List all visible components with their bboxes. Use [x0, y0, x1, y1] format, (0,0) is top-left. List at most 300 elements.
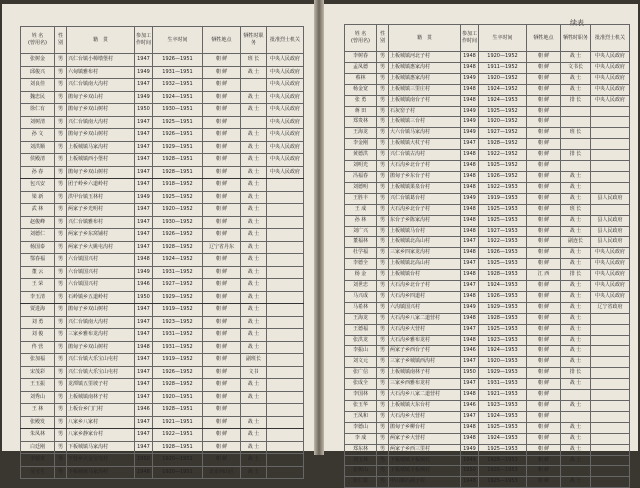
cell-approving-authority: [267, 241, 304, 254]
cell-gender: 男: [377, 95, 389, 106]
cell-gender: 男: [377, 357, 389, 368]
cell-position: 战 士: [241, 379, 267, 392]
cell-name: 张广信: [345, 368, 377, 379]
right-page: [324, 4, 638, 485]
table-row: [21, 254, 304, 267]
cell-hometown: 上板城镇三里庄村: [389, 84, 461, 95]
cell-position: [241, 79, 267, 92]
cell-position: 战 士: [561, 193, 591, 204]
cell-hometown: 甲山镇石洞子村: [389, 477, 461, 488]
cell-lifespan: 1922—1952: [479, 150, 527, 161]
cell-gender: 男: [55, 379, 67, 392]
cell-name: 刘良佳: [21, 79, 55, 92]
cell-join-year: 1948: [461, 226, 479, 237]
cell-gender: 男: [377, 324, 389, 335]
cell-death-place: 朝 鲜: [203, 216, 241, 229]
cell-hometown: 上板城镇马台村: [389, 226, 461, 237]
header-name: 姓 名 (曾用名): [345, 25, 377, 52]
cell-lifespan: 1920—1951: [153, 466, 203, 479]
cell-hometown: 鹃甸子乡双山树村: [67, 166, 135, 179]
cell-name: 蔡林: [345, 73, 377, 84]
cell-gender: 男: [55, 204, 67, 217]
table-row: [21, 229, 304, 242]
cell-approving-authority: 中央人民政府: [591, 52, 630, 63]
cell-name: 杨国泰: [21, 241, 55, 254]
cell-hometown: 上板城镇马家沟村: [67, 141, 135, 154]
cell-join-year: 1947: [135, 354, 153, 367]
cell-approving-authority: [267, 454, 304, 467]
table-row: [345, 477, 630, 488]
cell-name: 张 勇: [345, 95, 377, 106]
cell-position: 战 士: [241, 441, 267, 454]
cell-position: 战 士: [561, 182, 591, 193]
table-row: [345, 455, 630, 466]
cell-approving-authority: [267, 329, 304, 342]
cell-join-year: 1949: [461, 193, 479, 204]
table-row: [21, 191, 304, 204]
cell-death-place: 朝 鲜: [203, 179, 241, 192]
cell-death-place: 朝 鲜: [527, 401, 561, 412]
cell-approving-authority: [591, 150, 630, 161]
cell-position: 排 长: [561, 270, 591, 281]
table-row: [21, 429, 304, 442]
cell-position: 战 士: [241, 104, 267, 117]
cell-lifespan: 1924—1953: [479, 95, 527, 106]
table-row: [21, 116, 304, 129]
cell-death-place: 朝 鲜: [527, 182, 561, 193]
table-row: [21, 316, 304, 329]
cell-hometown: 上板台乡门门村: [67, 404, 135, 417]
cell-lifespan: 1919—1952: [153, 304, 203, 317]
cell-lifespan: 1924—1952: [479, 84, 527, 95]
header-position: 牺牲时职务: [241, 27, 267, 54]
cell-position: 战 士: [561, 73, 591, 84]
cell-lifespan: 1922—1951: [153, 429, 203, 442]
cell-name: 包兴安: [21, 179, 55, 192]
cell-position: 战 士: [241, 279, 267, 292]
cell-hometown: 上板城镇西小堡村: [67, 154, 135, 167]
cell-lifespan: 1920—1952: [479, 117, 527, 128]
cell-join-year: 1948: [461, 477, 479, 488]
table-row: [345, 401, 630, 412]
cell-name: 朱凤林: [21, 429, 55, 442]
cell-approving-authority: 中央人民政府: [591, 95, 630, 106]
cell-approving-authority: [591, 422, 630, 433]
cell-hometown: 两家子乡西台子村: [389, 346, 461, 357]
cell-join-year: 1947: [135, 141, 153, 154]
cell-hometown: 两家子乡光明村: [67, 204, 135, 217]
cell-hometown: 石岭镇乡五道岭村: [67, 291, 135, 304]
cell-lifespan: 1923—1953: [479, 335, 527, 346]
cell-death-place: 朝 鲜: [527, 150, 561, 161]
cell-gender: 男: [55, 129, 67, 142]
cell-death-place: 朝 鲜: [203, 366, 241, 379]
cell-name: 佟 营: [21, 341, 55, 354]
table-row: [21, 416, 304, 429]
cell-hometown: 兴仁台镇古沟村: [389, 150, 461, 161]
table-row: [345, 335, 630, 346]
cell-death-place: 江 西: [527, 270, 561, 281]
cell-lifespan: 1926—1951: [153, 129, 203, 142]
cell-name: 王凤和: [345, 411, 377, 422]
cell-approving-authority: [267, 229, 304, 242]
cell-hometown: 两家子乡东窝铺村: [67, 229, 135, 242]
cell-death-place: 朝 鲜: [203, 79, 241, 92]
header-gender: 性别: [55, 27, 67, 54]
cell-hometown: 上板城镇惠家沟村: [389, 73, 461, 84]
cell-gender: 男: [55, 429, 67, 442]
cell-position: 班 长: [561, 128, 591, 139]
cell-name: 王海龙: [345, 128, 377, 139]
cell-death-place: 朝 鲜: [527, 248, 561, 259]
cell-gender: 男: [377, 302, 389, 313]
cell-hometown: 石灰窑子村: [389, 106, 461, 117]
cell-gender: 男: [55, 441, 67, 454]
cell-approving-authority: 中央人民政府: [591, 259, 630, 270]
cell-join-year: 1949: [461, 106, 479, 117]
cell-gender: 男: [377, 84, 389, 95]
cell-join-year: 1947: [135, 154, 153, 167]
cell-name: 刘树清: [21, 116, 55, 129]
cell-gender: 男: [377, 237, 389, 248]
cell-name: 孟凤德: [345, 62, 377, 73]
table-row: [21, 466, 304, 479]
cell-join-year: 1948: [461, 62, 479, 73]
header-approving-authority: 批准烈士机关: [591, 25, 630, 52]
cell-gender: 男: [377, 390, 389, 401]
table-row: [21, 241, 304, 254]
cell-death-place: 朝 鲜: [203, 191, 241, 204]
table-row: [345, 204, 630, 215]
cell-name: 孙 林: [345, 215, 377, 226]
cell-death-place: 朝 鲜: [527, 302, 561, 313]
table-header-row: [21, 27, 304, 54]
cell-join-year: 1946: [135, 404, 153, 417]
table-row: [21, 391, 304, 404]
martyrs-table: [344, 24, 630, 488]
table-row: [21, 179, 304, 192]
cell-hometown: 下营乡大金宝屯村: [67, 454, 135, 467]
cell-name: 李树春: [345, 52, 377, 63]
cell-position: 排 长: [561, 150, 591, 161]
cell-gender: 男: [55, 79, 67, 92]
cell-gender: 男: [377, 204, 389, 215]
cell-hometown: 上板城镇河北子村: [389, 52, 461, 63]
cell-death-place: 朝 鲜: [527, 95, 561, 106]
cell-position: 战 士: [241, 266, 267, 279]
cell-position: 战 士: [241, 254, 267, 267]
cell-approving-authority: 中央人民政府: [267, 79, 304, 92]
cell-name: 李德山: [345, 422, 377, 433]
cell-name: 杨 金: [345, 270, 377, 281]
cell-lifespan: 1928—1953: [479, 455, 527, 466]
cell-name: 张树山: [345, 466, 377, 477]
cell-gender: 男: [377, 139, 389, 150]
cell-death-place: 朝 鲜: [527, 215, 561, 226]
table-row: [345, 313, 630, 324]
cell-hometown: 兴仁台镇大乐宝山屯村: [67, 354, 135, 367]
cell-death-place: 朝 鲜: [203, 441, 241, 454]
cell-position: 战 士: [241, 466, 267, 479]
cell-hometown: 三家乡四家龙沟村: [389, 248, 461, 259]
cell-lifespan: 1931—1952: [153, 266, 203, 279]
cell-name: 王 林: [21, 404, 55, 417]
cell-lifespan: 1928—1951: [153, 404, 203, 417]
cell-join-year: 1947: [135, 304, 153, 317]
cell-position: 战 士: [561, 215, 591, 226]
table-row: [21, 204, 304, 217]
cell-position: 战 士: [241, 454, 267, 467]
cell-death-place: 朝 鲜: [203, 416, 241, 429]
cell-lifespan: 1927—1952: [153, 279, 203, 292]
cell-death-place: 朝 鲜: [527, 335, 561, 346]
cell-lifespan: 1926—1951: [153, 54, 203, 67]
cell-hometown: 兴仁台镇葛台村: [389, 193, 461, 204]
cell-gender: 男: [55, 104, 67, 117]
cell-hometown: 下板城镇马家沟村: [67, 466, 135, 479]
cell-approving-authority: [267, 341, 304, 354]
table-row: [21, 266, 304, 279]
cell-name: 王 成: [345, 204, 377, 215]
cell-death-place: 北京西山区: [203, 466, 241, 479]
cell-lifespan: 1926—1952: [153, 366, 203, 379]
cell-approving-authority: 辽宁省政府: [591, 302, 630, 313]
table-row: [21, 104, 304, 117]
cell-approving-authority: [591, 161, 630, 172]
cell-name: 黄德洪: [345, 150, 377, 161]
cell-gender: 男: [377, 335, 389, 346]
cell-lifespan: 1929—1951: [153, 141, 203, 154]
cell-lifespan: 1927—1953: [479, 226, 527, 237]
cell-join-year: 1947: [135, 116, 153, 129]
cell-name: 刘德明: [345, 182, 377, 193]
left-page: [2, 4, 314, 475]
cell-join-year: 1947: [135, 229, 153, 242]
cell-death-place: 朝 鲜: [203, 204, 241, 217]
cell-gender: 男: [377, 193, 389, 204]
cell-join-year: 1948: [461, 84, 479, 95]
cell-hometown: 大石沟乡大营村: [389, 411, 461, 422]
cell-join-year: 1948: [461, 313, 479, 324]
cell-gender: 男: [377, 150, 389, 161]
table-row: [345, 302, 630, 313]
cell-lifespan: 1923—1952: [153, 316, 203, 329]
cell-lifespan: 1925—1953: [479, 444, 527, 455]
cell-death-place: 朝 鲜: [527, 171, 561, 182]
cell-lifespan: 1930—1952: [153, 216, 203, 229]
cell-join-year: 1948: [461, 422, 479, 433]
cell-gender: 男: [377, 215, 389, 226]
cell-join-year: 1948: [461, 161, 479, 172]
cell-gender: 男: [55, 229, 67, 242]
cell-name: 刘秀山: [21, 391, 55, 404]
table-row: [345, 226, 630, 237]
cell-name: 杜学福: [345, 248, 377, 259]
table-row: [21, 304, 304, 317]
cell-approving-authority: [591, 182, 630, 193]
cell-gender: 男: [377, 433, 389, 444]
cell-lifespan: 1925—1952: [479, 106, 527, 117]
cell-lifespan: 1926—1953: [479, 291, 527, 302]
cell-join-year: 1949: [461, 73, 479, 84]
cell-hometown: 上板城镇北高山村: [389, 259, 461, 270]
cell-approving-authority: [267, 304, 304, 317]
cell-position: 战 士: [561, 379, 591, 390]
cell-name: 郑贵林: [345, 117, 377, 128]
table-row: [345, 150, 630, 161]
cell-approving-authority: 中央人民政府: [267, 66, 304, 79]
cell-death-place: 朝 鲜: [527, 161, 561, 172]
cell-position: 战 士: [561, 302, 591, 313]
cell-gender: 男: [55, 179, 67, 192]
cell-join-year: 1947: [135, 441, 153, 454]
cell-position: 班 长: [561, 204, 591, 215]
cell-gender: 男: [55, 466, 67, 479]
cell-gender: 男: [55, 241, 67, 254]
cell-hometown: 六沟镇国兴村: [389, 302, 461, 313]
cell-death-place: 朝 鲜: [527, 128, 561, 139]
cell-join-year: 1947: [461, 281, 479, 292]
cell-name: 李金刚: [345, 139, 377, 150]
table-row: [21, 454, 304, 467]
cell-approving-authority: [591, 139, 630, 150]
cell-gender: 男: [377, 128, 389, 139]
cell-approving-authority: [267, 429, 304, 442]
cell-gender: 男: [377, 466, 389, 477]
cell-approving-authority: 中央人民政府: [591, 73, 630, 84]
cell-approving-authority: [267, 404, 304, 417]
cell-position: 战 士: [241, 391, 267, 404]
cell-approving-authority: [591, 335, 630, 346]
cell-lifespan: 1928—1951: [153, 441, 203, 454]
cell-hometown: 龙潭镇五里坡子村: [67, 379, 135, 392]
cell-name: 张洪龙: [345, 335, 377, 346]
cell-approving-authority: [591, 204, 630, 215]
cell-lifespan: 1928—1953: [479, 313, 527, 324]
cell-gender: 男: [55, 279, 67, 292]
cell-death-place: 朝 鲜: [203, 329, 241, 342]
cell-join-year: 1948: [461, 270, 479, 281]
cell-name: 李玉清: [21, 291, 55, 304]
cell-name: 李国林: [345, 390, 377, 401]
book-gutter: [314, 0, 324, 455]
cell-hometown: 鹃甸子乡双山树村: [67, 341, 135, 354]
cell-death-place: 朝 鲜: [203, 54, 241, 67]
cell-death-place: 朝 鲜: [203, 404, 241, 417]
cell-hometown: 上板城镇南台子村: [389, 95, 461, 106]
cell-join-year: 1947: [135, 429, 153, 442]
cell-name: 李振山: [345, 346, 377, 357]
table-row: [21, 66, 304, 79]
cell-death-place: 朝 鲜: [527, 379, 561, 390]
cell-name: 白廷刚: [21, 441, 55, 454]
cell-name: 孙 春: [21, 166, 55, 179]
cell-approving-authority: 县人民政府: [591, 193, 630, 204]
cell-death-place: 朝 鲜: [527, 477, 561, 488]
cell-hometown: 上板城镇惠家沟村: [389, 62, 461, 73]
cell-hometown: 鹃甸子乡柳台村: [389, 422, 461, 433]
table-row: [21, 129, 304, 142]
cell-death-place: 朝 鲜: [527, 237, 561, 248]
cell-position: 战 士: [561, 346, 591, 357]
cell-hometown: 洪甲台镇玉林村: [67, 191, 135, 204]
table-row: [21, 379, 304, 392]
cell-gender: 男: [377, 182, 389, 193]
cell-position: 战 士: [561, 455, 591, 466]
cell-approving-authority: [591, 346, 630, 357]
cell-gender: 男: [377, 248, 389, 259]
cell-approving-authority: [267, 204, 304, 217]
cell-death-place: 朝 鲜: [527, 313, 561, 324]
cell-death-place: 朝 鲜: [203, 104, 241, 117]
cell-name: 张加福: [21, 354, 55, 367]
cell-join-year: 1947: [135, 241, 153, 254]
cell-death-place: 朝 鲜: [203, 141, 241, 154]
cell-join-year: 1949: [461, 455, 479, 466]
cell-join-year: 1947: [135, 179, 153, 192]
cell-hometown: 鹃甸子乡东台子村: [389, 171, 461, 182]
cell-lifespan: 1924—1953: [479, 281, 527, 292]
cell-death-place: 朝 鲜: [203, 129, 241, 142]
cell-approving-authority: [591, 379, 630, 390]
table-header-row: [345, 25, 630, 52]
cell-join-year: 1947: [461, 357, 479, 368]
cell-name: 蒋 田: [345, 106, 377, 117]
cell-death-place: 朝 鲜: [203, 254, 241, 267]
cell-join-year: 1948: [461, 52, 479, 63]
cell-lifespan: 1928—1952: [153, 241, 203, 254]
table-row: [21, 329, 304, 342]
cell-position: [241, 116, 267, 129]
cell-hometown: 鹃甸子乡双山树村: [67, 129, 135, 142]
cell-position: 战 士: [561, 171, 591, 182]
cell-hometown: 两家子乡西三里村: [389, 444, 461, 455]
table-row: [21, 91, 304, 104]
cell-name: 武 林: [21, 204, 55, 217]
cell-name: 郑东林: [345, 444, 377, 455]
cell-position: 战 士: [561, 226, 591, 237]
cell-gender: 男: [377, 411, 389, 422]
cell-hometown: 大石沟乡北台子村: [389, 161, 461, 172]
cell-name: 刘 俊: [21, 329, 55, 342]
cell-join-year: 1947: [461, 379, 479, 390]
cell-join-year: 1950: [135, 291, 153, 304]
table-row: [345, 182, 630, 193]
cell-gender: 男: [377, 73, 389, 84]
cell-join-year: 1947: [135, 54, 153, 67]
cell-hometown: 下板城镇下板城村: [389, 466, 461, 477]
table-row: [345, 346, 630, 357]
table-row: [345, 128, 630, 139]
cell-join-year: 1947: [135, 79, 153, 92]
cell-position: 战 士: [561, 335, 591, 346]
cell-approving-authority: [267, 441, 304, 454]
cell-death-place: 朝 鲜: [203, 316, 241, 329]
cell-position: 战 士: [561, 444, 591, 455]
cell-hometown: 团子岭乡六道岭村: [67, 179, 135, 192]
cell-gender: 男: [377, 259, 389, 270]
cell-position: 战 士: [241, 204, 267, 217]
cell-name: 刘广兴: [345, 226, 377, 237]
cell-position: 战 士: [241, 416, 267, 429]
cell-join-year: 1947: [461, 411, 479, 422]
cell-hometown: 上板城镇台村: [389, 270, 461, 281]
cell-approving-authority: 中央人民政府: [267, 129, 304, 142]
cell-gender: 男: [55, 416, 67, 429]
cell-join-year: 1948: [461, 215, 479, 226]
cell-name: 宋茂彩: [21, 366, 55, 379]
cell-death-place: 朝 鲜: [527, 455, 561, 466]
